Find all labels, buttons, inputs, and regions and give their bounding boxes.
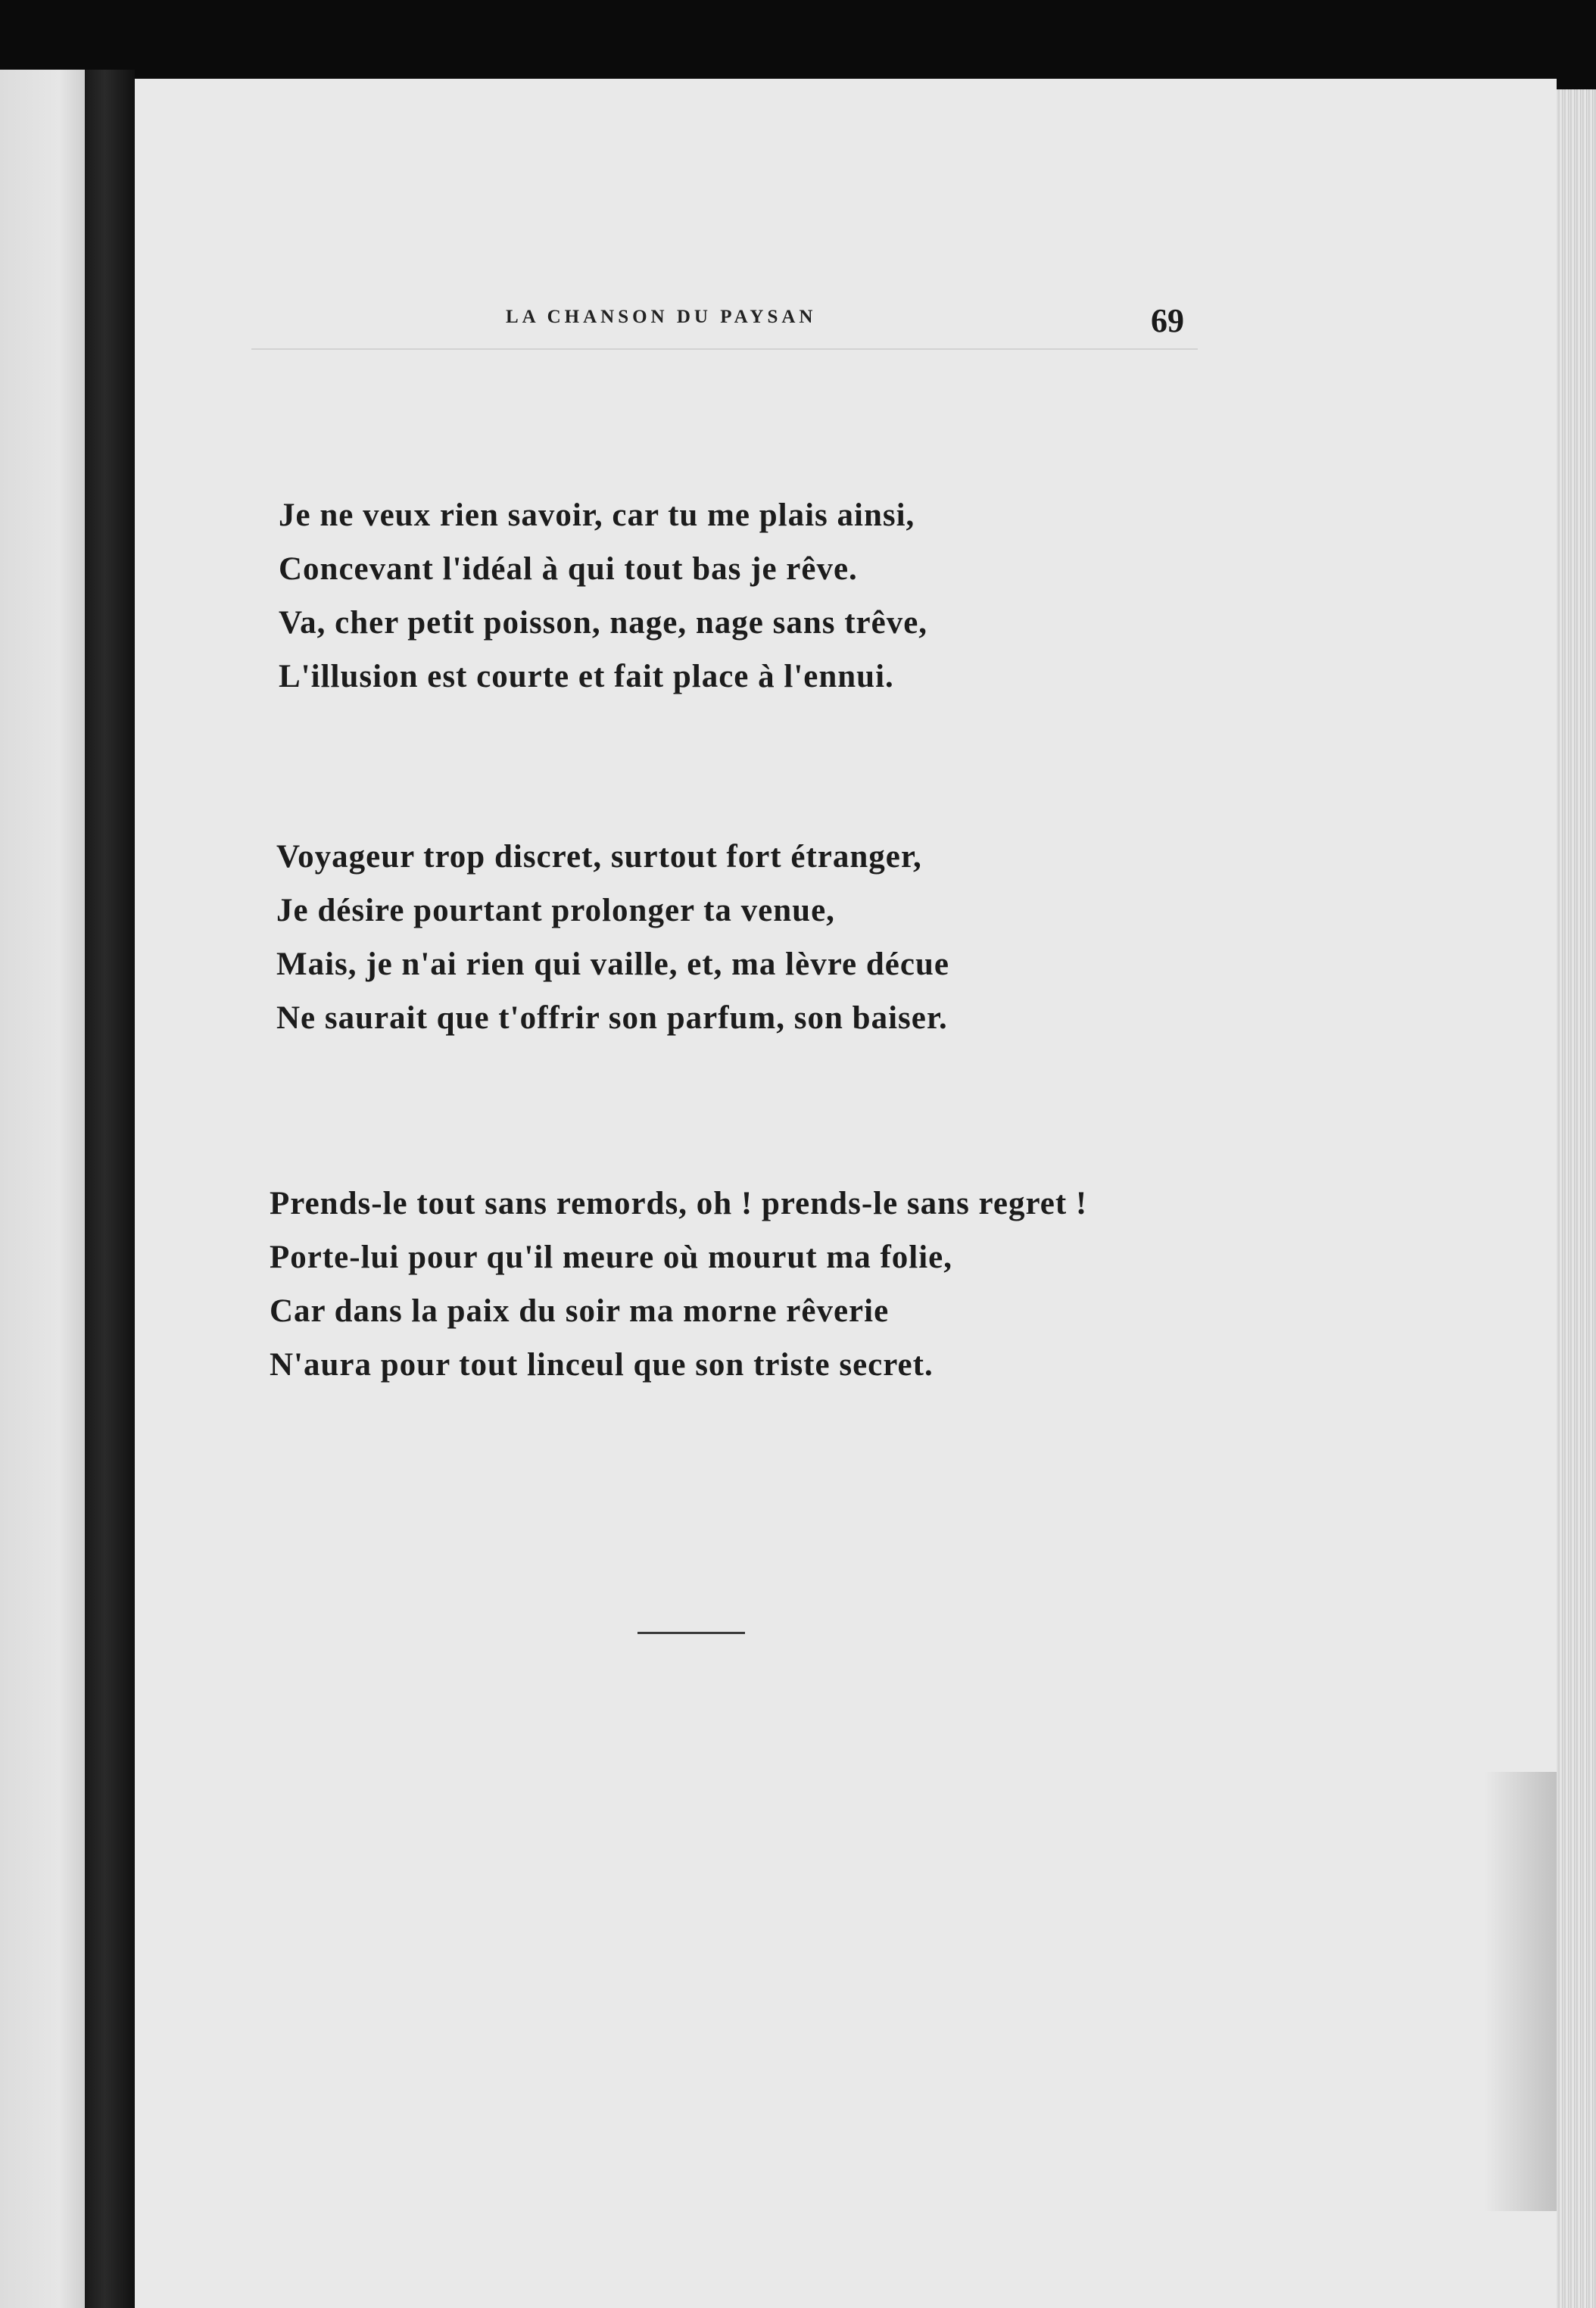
page-number: 69 — [1151, 302, 1184, 339]
poem-line: Ne saurait que t'offrir son parfum, son baiser. — [276, 1000, 948, 1036]
end-rule — [637, 1632, 745, 1634]
poem-line: Je désire pourtant prolonger ta venue, — [276, 893, 835, 928]
poem-line: Car dans la paix du soir ma morne rêverie — [270, 1293, 890, 1329]
page-stack-edge — [1557, 89, 1596, 2308]
stanza-2 — [276, 830, 949, 1045]
previous-page-edge — [0, 70, 85, 2308]
book-gutter — [85, 70, 135, 2308]
poem-line: L'illusion est courte et fait place à l'ennui. — [279, 659, 894, 694]
poem-line: Mais, je n'ai rien qui vaille, et, ma lèvre décue — [276, 947, 949, 982]
stanza-1 — [279, 488, 927, 703]
poem-line: N'aura pour tout linceul que son triste secret. — [270, 1347, 934, 1383]
poem-line: Concevant l'idéal à qui tout bas je rêve. — [279, 551, 858, 587]
poem-line: Je ne veux rien savoir, car tu me plais ainsi, — [279, 497, 915, 533]
stanza-3 — [270, 1177, 1087, 1392]
poem-line: Va, cher petit poisson, nage, nage sans trêve, — [279, 605, 928, 641]
poem-line: Voyageur trop discret, surtout fort étranger, — [276, 839, 922, 875]
header-rule — [251, 348, 1198, 350]
poem-line: Porte-lui pour qu'il meure où mourut ma folie, — [270, 1240, 952, 1275]
page-shadow — [1484, 1772, 1557, 2211]
poem-line: Prends-le tout sans remords, oh ! prends-le sans regret ! — [270, 1186, 1088, 1221]
running-title: LA CHANSON DU PAYSAN — [506, 307, 817, 327]
